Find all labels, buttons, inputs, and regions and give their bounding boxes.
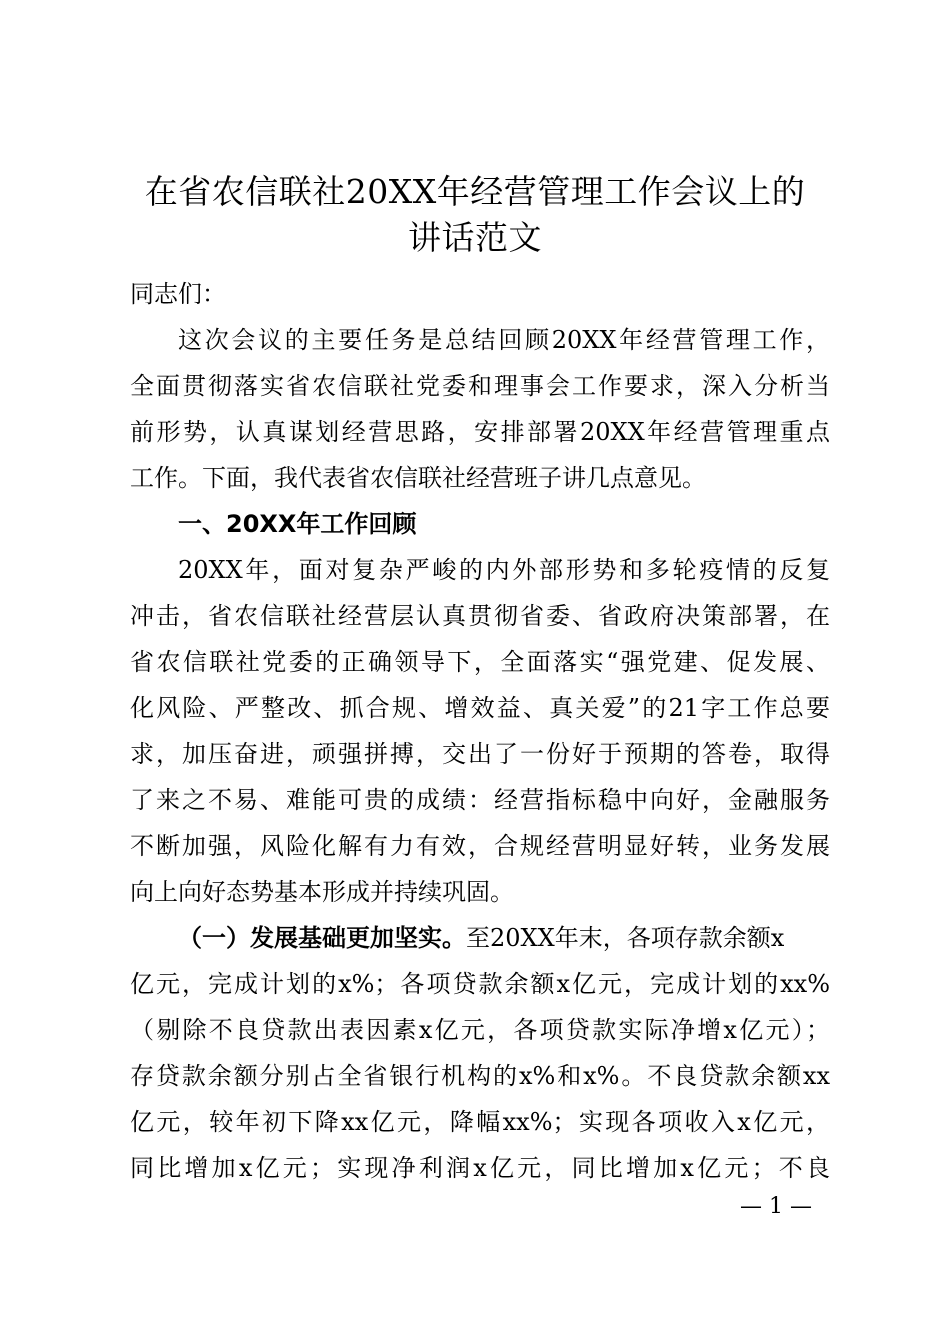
section1-line-8: 向上向好态势基本形成并持续巩固。: [130, 878, 514, 906]
section-heading-1: 一、20XX年工作回顾: [178, 510, 417, 538]
document-title-line-1: 在省农信联社20XX年经营管理工作会议上的: [144, 172, 806, 211]
subsection1-title: （一）发展基础更加坚实。: [178, 923, 466, 952]
subsection1-line-5: 亿元，较年初下降xx亿元，降幅xx%；实现各项收入x亿元，: [130, 1108, 830, 1136]
subsection1-line-4: 存贷款余额分别占全省银行机构的x%和x%。不良贷款余额xx: [130, 1062, 830, 1090]
section1-line-7: 不断加强，风险化解有力有效，合规经营明显好转，业务发展: [130, 832, 830, 860]
subsection1-line-3: （剔除不良贷款出表因素x亿元，各项贷款实际净增x亿元）；: [130, 1016, 830, 1044]
salutation: 同志们：: [130, 280, 226, 308]
intro-line-1: 这次会议的主要任务是总结回顾20XX年经营管理工作，: [178, 326, 830, 354]
page-number: — 1 —: [740, 1194, 812, 1219]
intro-line-3: 前形势，认真谋划经营思路，安排部署20XX年经营管理重点: [130, 418, 830, 446]
subsection1-first-rest: 至20XX年末，各项存款余额x: [466, 924, 785, 952]
section1-line-4: 化风险、严整改、抓合规、增效益、真关爱”的21字工作总要: [130, 694, 830, 722]
intro-line-4: 工作。下面，我代表省农信联社经营班子讲几点意见。: [130, 464, 706, 492]
subsection1-first-line: [178, 916, 830, 960]
section1-line-1: 20XX年，面对复杂严峻的内外部形势和多轮疫情的反复: [178, 556, 830, 584]
section1-line-6: 了来之不易、难能可贵的成绩：经营指标稳中向好，金融服务: [130, 786, 830, 814]
section1-line-2: 冲击，省农信联社经营层认真贯彻省委、省政府决策部署，在: [130, 602, 830, 630]
intro-line-2: 全面贯彻落实省农信联社党委和理事会工作要求，深入分析当: [130, 372, 830, 400]
document-title-line-2: 讲话范文: [408, 218, 542, 257]
subsection1-line-6: 同比增加x亿元；实现净利润x亿元，同比增加x亿元；不良: [130, 1154, 830, 1182]
subsection1-line-2: 亿元，完成计划的x%；各项贷款余额x亿元，完成计划的xx%: [130, 970, 830, 998]
section1-line-3: 省农信联社党委的正确领导下，全面落实“强党建、促发展、: [130, 648, 830, 676]
section1-line-5: 求，加压奋进，顽强拼搏，交出了一份好于预期的答卷，取得: [130, 740, 830, 768]
